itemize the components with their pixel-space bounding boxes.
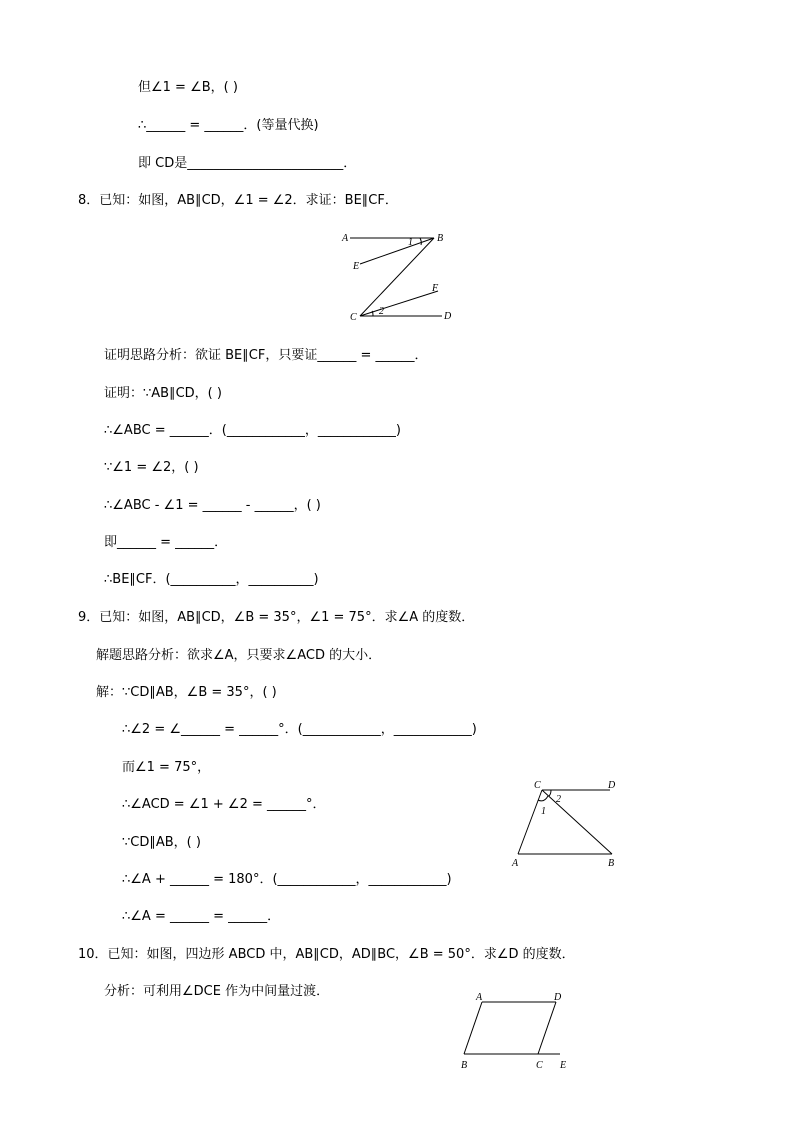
label-a: A: [476, 992, 483, 1003]
label-angle-2: 2: [556, 794, 561, 805]
text-line-2: ∴______ = ______．(等量代换): [138, 118, 319, 133]
problem-10-title: 10．已知：如图，四边形 ABCD 中，AB∥CD，AD∥BC，∠B = 50°．求∠D 的度数．: [78, 947, 575, 962]
problem-9-title: 9．已知：如图，AB∥CD，∠B = 35°，∠1 = 75°．求∠A 的度数．: [78, 610, 475, 625]
text-line-13: 解题思路分析：欲求∠A，只要求∠ACD 的大小．: [96, 648, 382, 663]
line-ab: [464, 1002, 482, 1054]
label-d: D: [608, 780, 616, 791]
text-line-22: 分析：可利用∠DCE 作为中间量过渡．: [104, 984, 330, 999]
label-b: B: [437, 233, 444, 244]
text-line-17: ∴∠ACD = ∠1 + ∠2 = ______°．: [122, 797, 326, 812]
line-be: [360, 238, 434, 264]
label-c: C: [534, 780, 541, 791]
text-line-19: ∴∠A + ______ = 180°．(____________，____________): [122, 872, 452, 887]
text-line-11: ∴BE∥CF．(__________，__________): [104, 572, 319, 587]
text-line-14: 解：∵CD∥AB，∠B = 35°，( ): [96, 685, 277, 700]
label-d: D: [444, 311, 452, 322]
label-b: B: [608, 858, 615, 869]
text-line-20: ∴∠A = ______ = ______．: [122, 909, 281, 924]
text-line-3: 即 CD是________________________．: [138, 156, 357, 171]
angle-2-arc: [549, 790, 551, 796]
label-c: C: [350, 312, 357, 323]
label-angle-2: 2: [379, 306, 384, 317]
text-line-9: ∴∠ABC - ∠1 = ______ - ______，( ): [104, 498, 321, 513]
text-line-15: ∴∠2 = ∠______ = ______°．(____________，____________): [122, 722, 477, 737]
text-line-7: ∴∠ABC = ______．(____________，____________): [104, 423, 401, 438]
label-e: E: [353, 261, 360, 272]
label-c: C: [536, 1060, 543, 1071]
label-e: E: [560, 1060, 567, 1071]
angle-2-arc: [372, 311, 373, 316]
label-angle-1: 1: [408, 237, 413, 248]
line-cb: [542, 790, 612, 854]
text-line-5: 证明思路分析：欲证 BE∥CF，只要证______ = ______．: [104, 348, 428, 363]
label-a: A: [342, 233, 349, 244]
label-d: D: [554, 992, 562, 1003]
text-line-18: ∵CD∥AB，( ): [122, 835, 201, 850]
text-line-8: ∵∠1 = ∠2，( ): [104, 460, 199, 475]
label-f: F: [432, 283, 439, 294]
label-a: A: [512, 858, 519, 869]
figure-problem-8: [336, 224, 466, 328]
text-line-10: 即______ = ______．: [104, 535, 228, 550]
text-line-16: 而∠1 = 75°，: [122, 760, 211, 775]
text-line-1: 但∠1 = ∠B，( ): [138, 80, 238, 95]
figure-problem-9: [506, 776, 622, 870]
text-line-6: 证明：∵AB∥CD，( ): [104, 386, 222, 401]
label-angle-1: 1: [541, 806, 546, 817]
problem-8-title: 8．已知：如图，AB∥CD，∠1 = ∠2．求证：BE∥CF．: [78, 193, 398, 208]
figure-problem-10: [456, 988, 576, 1072]
line-ca: [518, 790, 542, 854]
line-dc: [538, 1002, 556, 1054]
label-b: B: [461, 1060, 468, 1071]
angle-1-arc: [420, 238, 421, 245]
